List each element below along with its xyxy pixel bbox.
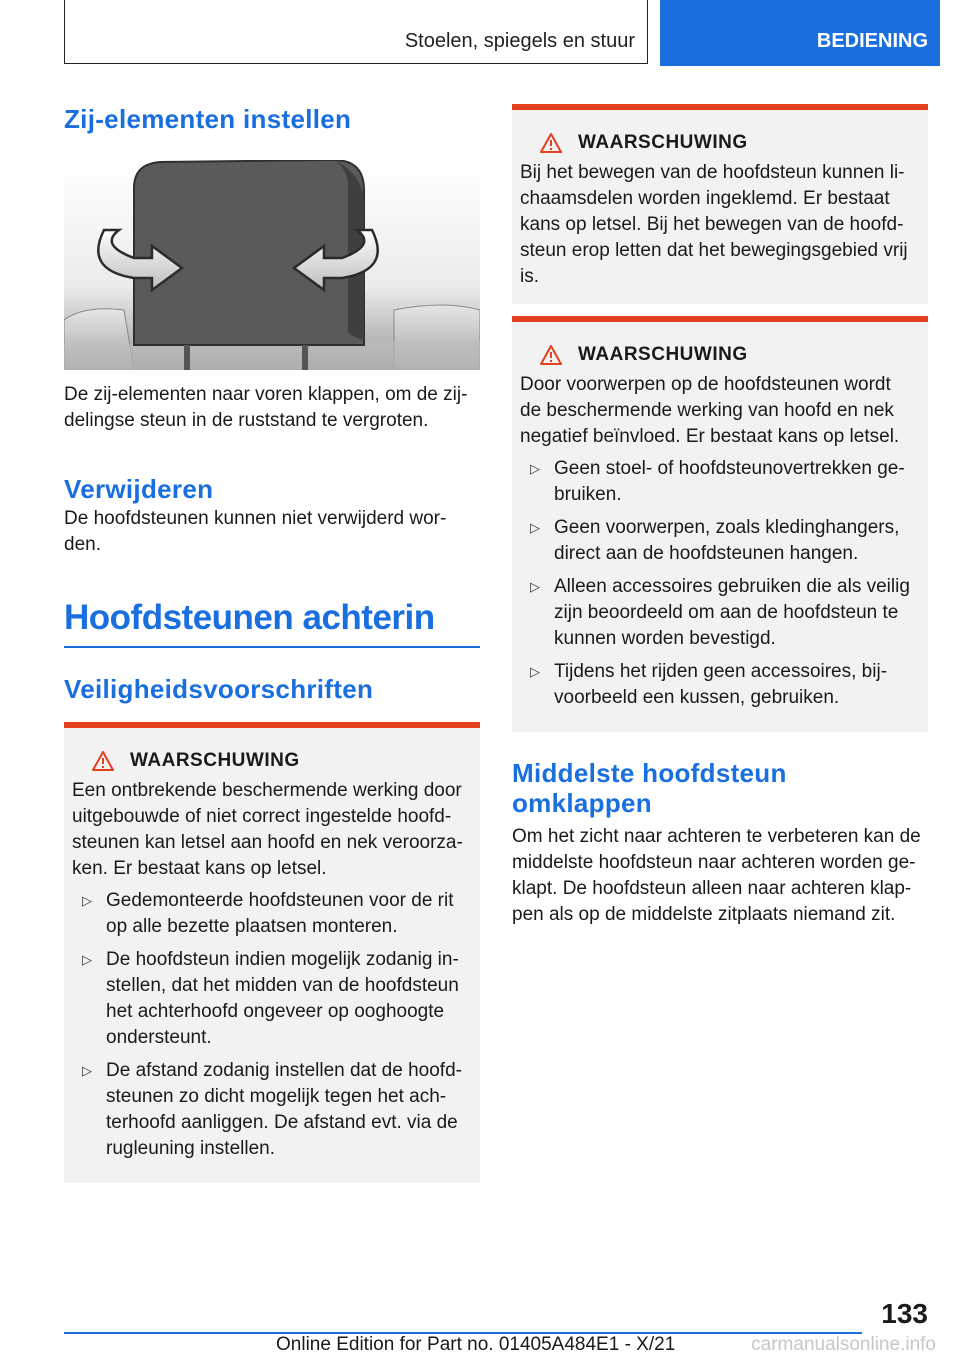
middle-headrest-heading: Middelste hoofdsteun omklappen	[512, 758, 787, 818]
headrest-illustration	[64, 160, 480, 370]
footer-edition: Online Edition for Part no. 01405A484E1 - X/21	[276, 1334, 676, 1355]
heading-rule	[64, 646, 480, 648]
headrest-adjust-image	[64, 160, 480, 370]
list-item: ▷ De hoofdsteun indien mogelijk zodanig in-stellen, dat het midden van de hoofdsteun het achterhoofd ongeveer op ooghoogte ondersteunt.	[82, 948, 459, 1048]
warning-triangle-icon	[92, 751, 114, 771]
rear-headrests-heading: Hoofdsteunen achterin	[64, 598, 435, 637]
warning-box-missing-headrests	[64, 722, 480, 1183]
page-number: 133	[881, 1298, 928, 1329]
list-item: ▷ Geen stoel- of hoofdsteunovertrekken ge-bruiken.	[530, 458, 905, 505]
warning-title-label: WAARSCHUWING	[578, 344, 748, 365]
middle-headrest-text: Om het zicht naar achteren te verbeteren kan de middelste hoofdsteun naar achteren worden ge-klapt. De hoofdsteun alleen naar achteren klap-pen als op de middelste zitplaats niemand zit.	[512, 826, 921, 925]
warning-box-pinching	[512, 104, 928, 304]
watermark: carmanualsonline.info	[751, 1334, 936, 1355]
side-elements-heading: Zij-elementen instellen	[64, 104, 352, 134]
safety-heading: Veiligheidsvoorschriften	[64, 673, 374, 704]
triangle-bullet-icon: ▷	[82, 1062, 92, 1078]
side-elements-text: De zij-elementen naar voren klappen, om de zij-delingse steun in de ruststand te vergroten.	[64, 384, 468, 431]
warning-title	[540, 130, 916, 156]
list-item: ▷ De afstand zodanig instellen dat de hoofd-steunen zo dicht mogelijk tegen het ach-terhoofd aanliggen. De afstand evt. via de rugleuning instellen.	[82, 1059, 462, 1159]
warning-title	[92, 748, 468, 774]
warning-text: Bij het bewegen van de hoofdsteun kunnen li-chaamsdelen worden ingeklemd. Er bestaat kans op letsel. Bij het bewegen van de hoofd-steun erop letten dat het bewegingsgebied vrij is.	[520, 162, 908, 287]
warning-list	[520, 456, 916, 711]
triangle-bullet-icon: ▷	[82, 892, 92, 908]
list-item: ▷ Alleen accessoires gebruiken die als veilig zijn beoordeeld om aan de hoofdsteun te kunnen worden bevestigd.	[530, 576, 910, 649]
warning-triangle-icon	[540, 345, 562, 365]
triangle-bullet-icon: ▷	[82, 951, 92, 967]
warning-title-label: WAARSCHUWING	[578, 132, 748, 153]
right-column	[512, 100, 928, 928]
list-item: ▷ Tijdens het rijden geen accessoires, bij-voorbeeld een kussen, gebruiken.	[530, 661, 888, 708]
remove-text: De hoofdsteunen kunnen niet verwijderd wor-den.	[64, 508, 447, 555]
warning-title	[540, 342, 916, 368]
triangle-bullet-icon: ▷	[530, 520, 540, 535]
warning-title-label: WAARSCHUWING	[130, 749, 300, 771]
header-chapter-label: BEDIENING	[816, 30, 928, 52]
list-item: ▷ Geen voorwerpen, zoals kledinghangers, direct aan de hoofdsteunen hangen.	[530, 517, 900, 564]
triangle-bullet-icon: ▷	[530, 461, 540, 476]
warning-text: Door voorwerpen op de hoofdsteunen wordt de beschermende werking van hoofd en nek negatief beïnvloed. Er bestaat kans op letsel.	[520, 374, 900, 447]
triangle-bullet-icon: ▷	[530, 579, 540, 594]
header-chapter-tab	[660, 0, 940, 66]
header-section-title: Stoelen, spiegels en stuur	[404, 30, 635, 52]
triangle-bullet-icon: ▷	[530, 664, 540, 679]
warning-text: Een ontbrekende beschermende werking door uitgebouwde of niet correct ingestelde hoofd-steunen kan letsel aan hoofd en nek veroorza-ken. Er bestaat kans op letsel.	[72, 779, 463, 879]
warning-list	[72, 888, 468, 1162]
list-item: ▷ Gedemonteerde hoofdsteunen voor de rit op alle bezette plaatsen monteren.	[82, 889, 454, 937]
left-column	[64, 100, 480, 1183]
header-section-box	[64, 0, 648, 64]
remove-heading: Verwijderen	[64, 474, 214, 504]
warning-triangle-icon	[540, 133, 562, 153]
warning-box-objects	[512, 316, 928, 732]
